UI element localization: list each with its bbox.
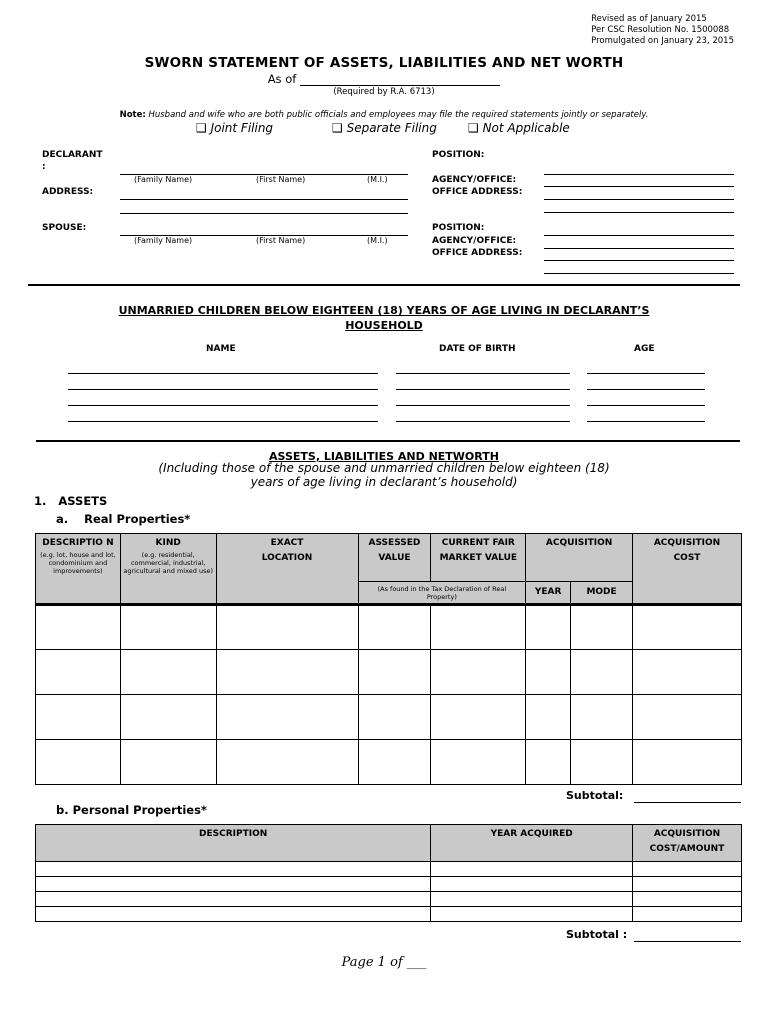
real-kind-note: (e.g. residential, commercial, industrial, agricultural and mixed use): [123, 551, 213, 575]
office-address-field-1[interactable]: [544, 199, 734, 200]
child-name-field[interactable]: [68, 373, 378, 374]
table-cell[interactable]: [358, 740, 431, 785]
table-cell[interactable]: [36, 605, 121, 650]
personal-subtotal-field[interactable]: [634, 941, 741, 942]
table-cell[interactable]: [526, 695, 571, 740]
real-subtotal-label: Subtotal:: [566, 789, 624, 802]
child-dob-field[interactable]: [396, 389, 570, 390]
personal-cost-header: [633, 825, 742, 862]
real-year-label: YEAR: [534, 587, 562, 597]
spouse-office-address-field-2[interactable]: [544, 273, 734, 274]
real-assessed-label: ASSESSED VALUE: [368, 538, 421, 563]
personal-properties-heading: b. Personal Properties*: [56, 803, 207, 817]
mi-caption: (M.I.): [367, 175, 388, 184]
table-cell[interactable]: [571, 695, 633, 740]
table-row: [36, 740, 742, 785]
agency-label: AGENCY/OFFICE:: [432, 175, 517, 185]
real-location-label: EXACT LOCATION: [261, 538, 313, 563]
table-row: [36, 695, 742, 740]
table-row: [36, 862, 742, 877]
table-cell[interactable]: [216, 605, 358, 650]
table-cell[interactable]: [36, 862, 431, 877]
table-cell[interactable]: [216, 740, 358, 785]
spouse-mi-caption: (M.I.): [367, 236, 388, 245]
child-dob-field[interactable]: [396, 421, 570, 422]
child-dob-field[interactable]: [396, 405, 570, 406]
promulgation-date: Promulgated on January 23, 2015: [591, 36, 734, 46]
table-cell[interactable]: [36, 740, 121, 785]
child-age-field[interactable]: [587, 373, 705, 374]
real-properties-table: [35, 533, 742, 785]
address-field-2[interactable]: [120, 213, 408, 214]
real-cost-header: [633, 534, 742, 605]
office-address-field-2[interactable]: [544, 212, 734, 213]
child-age-field[interactable]: [587, 421, 705, 422]
child-age-field[interactable]: [587, 405, 705, 406]
table-cell[interactable]: [526, 650, 571, 695]
table-cell[interactable]: [526, 605, 571, 650]
spouse-position-field[interactable]: [544, 235, 734, 236]
real-description-note: (e.g. lot, house and lot, condominium and improvements): [40, 551, 116, 575]
table-cell[interactable]: [358, 695, 431, 740]
as-of-row: [0, 72, 768, 86]
personal-year-header: [431, 825, 633, 862]
table-cell[interactable]: [571, 605, 633, 650]
section-divider-2: [36, 440, 740, 442]
csc-resolution: Per CSC Resolution No. 1500088: [591, 25, 730, 35]
real-year-header: [526, 582, 571, 605]
table-row: [36, 907, 742, 922]
not-applicable-label: Not Applicable: [482, 121, 570, 135]
table-cell[interactable]: [571, 740, 633, 785]
real-properties-heading: a. Real Properties*: [56, 512, 191, 526]
table-row: [36, 892, 742, 907]
table-cell[interactable]: [36, 650, 121, 695]
real-market-label: CURRENT FAIR MARKET VALUE: [439, 538, 518, 563]
declarant-colon: :: [42, 162, 46, 172]
table-cell[interactable]: [36, 907, 431, 922]
alnw-subtitle-line1: (Including those of the spouse and unmarried children below eighteen (18): [158, 461, 610, 475]
table-cell[interactable]: [120, 605, 216, 650]
spouse-agency-field[interactable]: [544, 248, 734, 249]
table-cell[interactable]: [358, 650, 431, 695]
joint-filing-option[interactable]: ❑ Joint Filing: [196, 121, 274, 135]
personal-description-label: DESCRIPTION: [199, 829, 268, 839]
table-cell[interactable]: [633, 907, 742, 922]
children-name-header: NAME: [206, 344, 236, 354]
table-cell[interactable]: [431, 877, 633, 892]
table-cell[interactable]: [633, 862, 742, 877]
table-row: [36, 605, 742, 650]
page-number: Page 1 of ___: [341, 955, 427, 970]
child-name-field[interactable]: [68, 421, 378, 422]
agency-field[interactable]: [544, 186, 734, 187]
table-cell[interactable]: [633, 695, 742, 740]
personal-properties-table: [35, 824, 742, 922]
as-of-date-field[interactable]: [300, 73, 500, 86]
spouse-label: SPOUSE:: [42, 223, 87, 233]
table-row: [36, 877, 742, 892]
child-name-field[interactable]: [68, 405, 378, 406]
joint-filing-label: Joint Filing: [210, 121, 274, 135]
family-name-caption: (Family Name): [134, 175, 193, 184]
table-cell[interactable]: [216, 650, 358, 695]
first-name-caption: (First Name): [256, 175, 306, 184]
separate-filing-option[interactable]: ❑ Separate Filing: [332, 121, 437, 135]
child-age-field[interactable]: [587, 389, 705, 390]
table-cell[interactable]: [633, 877, 742, 892]
assets-heading: 1. ASSETS: [34, 494, 108, 508]
real-market-header: [431, 534, 526, 582]
separate-filing-label: Separate Filing: [346, 121, 437, 135]
table-cell[interactable]: [431, 605, 526, 650]
not-applicable-option[interactable]: ❑ Not Applicable: [468, 121, 570, 135]
children-title-line1: UNMARRIED CHILDREN BELOW EIGHTEEN (18) YEARS OF AGE LIVING IN DECLARANT’S: [118, 304, 650, 317]
personal-year-label: YEAR ACQUIRED: [490, 829, 573, 839]
spouse-agency-label: AGENCY/OFFICE:: [432, 236, 517, 246]
table-cell[interactable]: [120, 740, 216, 785]
real-mode-label: MODE: [586, 587, 617, 597]
alnw-subtitle-line2: years of age living in declarant’s household): [250, 475, 518, 489]
spouse-family-name-caption: (Family Name): [134, 236, 193, 245]
children-age-header: AGE: [634, 344, 655, 354]
table-cell[interactable]: [431, 907, 633, 922]
table-row: [36, 650, 742, 695]
note-label: Note:: [119, 110, 146, 120]
as-of-label: As of: [267, 72, 297, 86]
spouse-office-address-field-1[interactable]: [544, 260, 734, 261]
real-mode-header: [571, 582, 633, 605]
revision-date: Revised as of January 2015: [591, 14, 707, 24]
table-cell[interactable]: [633, 892, 742, 907]
form-title: SWORN STATEMENT OF ASSETS, LIABILITIES AND NET WORTH: [144, 55, 624, 71]
note: [0, 110, 768, 120]
required-by: (Required by R.A. 6713): [333, 87, 435, 97]
personal-description-header: [36, 825, 431, 862]
real-cost-label: ACQUISITION COST: [653, 538, 721, 563]
table-cell[interactable]: [431, 695, 526, 740]
position-field[interactable]: [544, 174, 734, 175]
real-kind-header: [120, 534, 216, 605]
table-cell[interactable]: [633, 650, 742, 695]
table-cell[interactable]: [431, 862, 633, 877]
office-address-label: OFFICE ADDRESS:: [432, 187, 523, 197]
table-cell[interactable]: [36, 877, 431, 892]
table-cell[interactable]: [431, 740, 526, 785]
table-cell[interactable]: [358, 605, 431, 650]
table-cell[interactable]: [216, 695, 358, 740]
table-cell[interactable]: [431, 650, 526, 695]
table-cell[interactable]: [36, 892, 431, 907]
real-acquisition-header: [526, 534, 633, 582]
spouse-position-label: POSITION:: [432, 223, 485, 233]
address-field-1[interactable]: [120, 199, 408, 200]
declarant-label: DECLARANT: [42, 150, 103, 160]
table-cell[interactable]: [633, 740, 742, 785]
note-text: Husband and wife who are both public officials and employees may file the required statements jointly or separately.: [148, 110, 649, 120]
real-description-header: [36, 534, 121, 605]
revision-block: [591, 14, 734, 47]
children-title-line2: HOUSEHOLD: [345, 319, 423, 332]
table-cell[interactable]: [36, 695, 121, 740]
real-location-header: [216, 534, 358, 605]
table-cell[interactable]: [571, 650, 633, 695]
child-name-field[interactable]: [68, 389, 378, 390]
table-cell[interactable]: [120, 650, 216, 695]
real-subtotal-field[interactable]: [634, 802, 741, 803]
children-dob-header: DATE OF BIRTH: [439, 344, 516, 354]
real-kind-label: KIND: [155, 538, 181, 548]
table-cell[interactable]: [431, 892, 633, 907]
table-cell[interactable]: [120, 695, 216, 740]
spouse-first-name-caption: (First Name): [256, 236, 306, 245]
real-tax-note: (As found in the Tax Declaration of Real Property): [377, 584, 507, 601]
real-description-label: DESCRIPTIO N: [42, 538, 114, 548]
spouse-office-address-label: OFFICE ADDRESS:: [432, 248, 523, 258]
alnw-title: ASSETS, LIABILITIES AND NETWORTH: [269, 450, 499, 463]
position-label: POSITION:: [432, 150, 485, 160]
address-label: ADDRESS:: [42, 187, 94, 197]
real-tax-note-header: [358, 582, 526, 605]
real-acquisition-label: ACQUISITION: [545, 538, 613, 548]
personal-subtotal-label: Subtotal :: [566, 928, 628, 941]
table-cell[interactable]: [633, 605, 742, 650]
section-divider-1: [28, 284, 740, 286]
table-cell[interactable]: [526, 740, 571, 785]
child-dob-field[interactable]: [396, 373, 570, 374]
real-assessed-header: [358, 534, 431, 582]
personal-cost-label: ACQUISITION COST/AMOUNT: [649, 829, 725, 854]
